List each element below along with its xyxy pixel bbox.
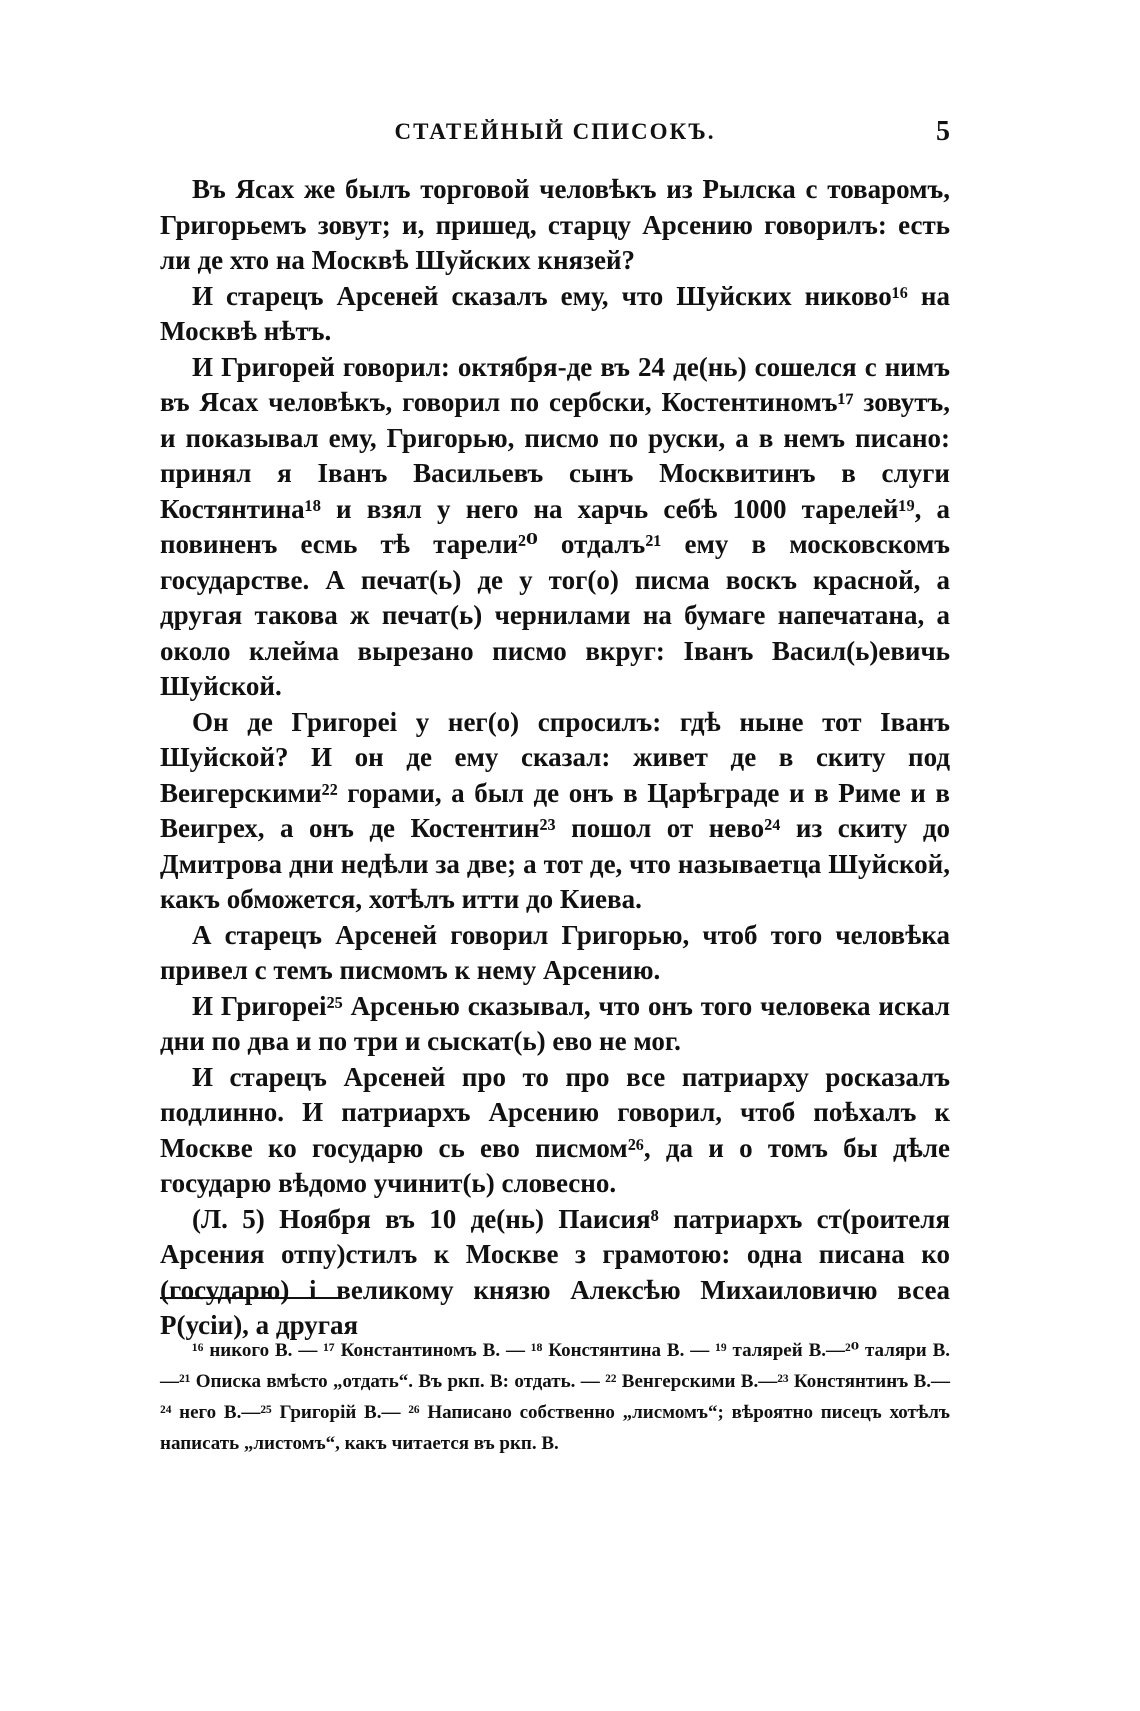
footnote-divider [160, 1297, 340, 1299]
paragraph: (Л. 5) Ноября въ 10 де(нь) Паисия⁸ патриархъ ст(роителя Арсения отпу)стилъ к Москве з грамотою: одна писана ко (государю) і великому князю Алексѣю Михаиловичю всеа Р(усіи), а другая [160, 1203, 950, 1340]
running-title: СТАТЕЙНЫЙ СПИСОКЪ. [394, 119, 716, 144]
paragraph: И Григореі²⁵ Арсенью сказывал, что онъ того человека искал дни по два и по три и сыскат(ь) ево не мог. [160, 990, 950, 1056]
paragraph: И Григорей говорил: октября-де въ 24 де(нь) сошелся с нимъ въ Ясах человѣкъ, говорил по сербски, Костентиномъ¹⁷ зовутъ, и показывал ему, Григорью, писмо по руски, а в немъ писано: принял я Іванъ Васильевъ сынъ Москвитинъ в слуги Костянтина¹⁸ и взял у него на харчь себѣ 1000 тарелей¹⁹, а повиненъ есмь тѣ тарели²⁰ отдалъ²¹ ему в московскомъ государстве. А печат(ь) де у тог(о) писма воскъ красной, а другая такова ж печат(ь) чернилами на бумаге напечатана, а около клейма вырезано писмо вкруг: Іванъ Васил(ь)евичь Шуйской. [160, 351, 950, 701]
page-number: 5 [936, 116, 950, 147]
paragraph: Въ Ясах же былъ торговой человѣкъ из Рылска с товаромъ, Григорьемъ зовут; и, пришед, старцу Арсению говорилъ: есть ли де хто на Москвѣ Шуйских князей? [160, 174, 950, 275]
footnotes [160, 1335, 950, 1459]
footnotes-text: ¹⁶ никого В. — ¹⁷ Константиномъ В. — ¹⁸ Констянтина В. — ¹⁹ талярей В.—²⁰ таляри В.—²¹ Описка вмѣсто „отдать“. Въ ркп. В: отдать. — ²² Венгерскими В.—²³ Констянтинъ В.—²⁴ него В.—²⁵ Григорій В.— ²⁶ Написано собственно „лисмомъ“; вѣроятно писецъ хотѣлъ написать „листомъ“, какъ читается въ ркп. В. [160, 1340, 950, 1454]
paragraph: И старецъ Арсеней сказалъ ему, что Шуйских никово¹⁶ на Москвѣ нѣтъ. [160, 280, 950, 346]
body-text [160, 172, 950, 1344]
paragraph: И старецъ Арсеней про то про все патриарху росказалъ подлинно. И патриархъ Арсению говорил, чтоб поѣхалъ к Москве ко государю сь ево писмом²⁶, да и о томъ бы дѣле государю вѣдомо учинит(ь) словесно. [160, 1061, 950, 1198]
paragraph: Он де Григореі у нег(о) спросилъ: гдѣ ныне тот Іванъ Шуйской? И он де ему сказал: живет де в скиту под Веигерскими²² горами, а был де онъ в Царѣграде и в Риме и в Веигрех, а онъ де Костентин²³ пошол от нево²⁴ из скиту до Дмитрова дни недѣли за две; а тот де, что называетца Шуйской, какъ обможется, хотѣлъ итти до Киева. [160, 706, 950, 914]
running-head [160, 112, 950, 152]
paragraph: А старецъ Арсеней говорил Григорью, чтоб того человѣка привел с темъ писмомъ к нему Арсению. [160, 919, 950, 985]
